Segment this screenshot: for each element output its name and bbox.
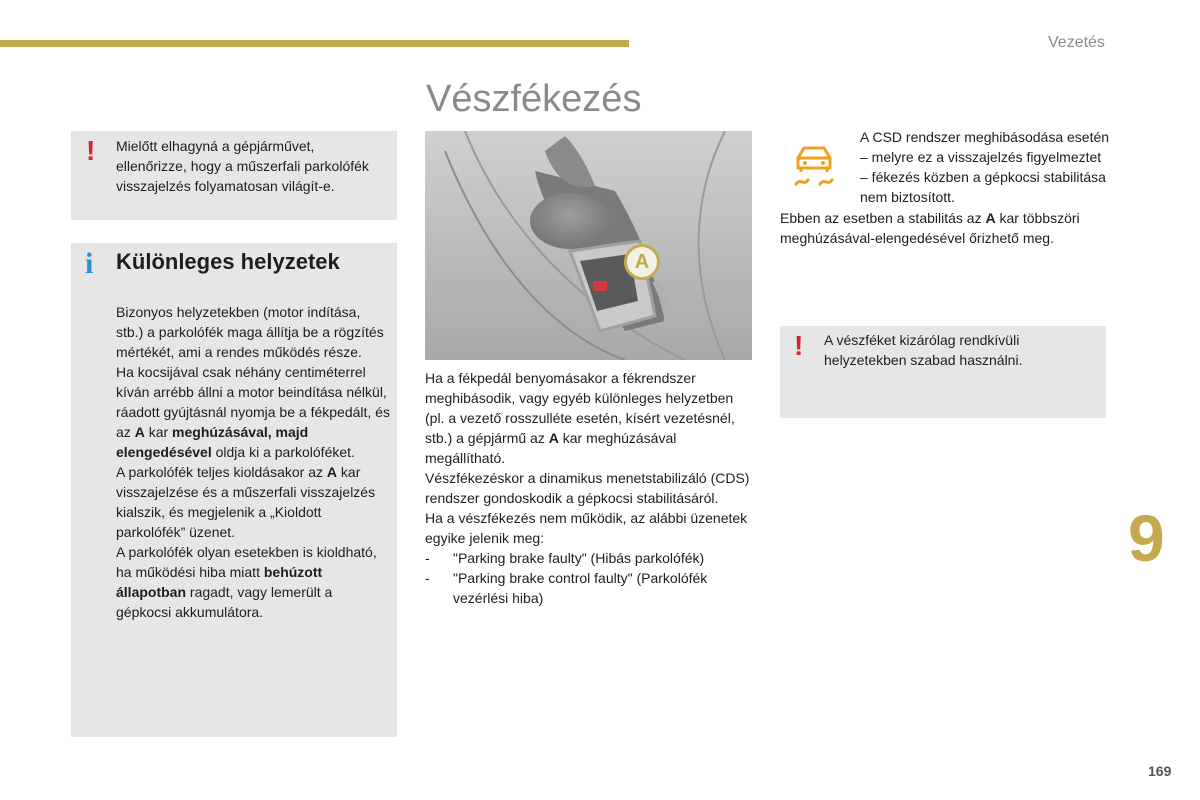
middle-column <box>425 368 755 608</box>
section-label: Vezetés <box>1048 34 1105 51</box>
info-box <box>71 243 397 737</box>
parking-brake-photo <box>425 131 752 360</box>
info-heading: Különleges helyzetek <box>116 249 340 274</box>
info-paragraph: A parkolófék olyan esetekben is kioldható, ha működési hiba miatt behúzott állapotban ragadt, vagy lemerült a gépkocsi akkumulátora. <box>116 544 377 620</box>
page-title: Vészfékezés <box>426 78 642 120</box>
header-rule <box>0 40 629 47</box>
list-item: - "Parking brake faulty" (Hibás parkolófék) <box>425 550 705 566</box>
right-paragraph: A CSD rendszer meghibásodása esetén – melyre ez a visszajelzés figyelmeztet – fékezés közben a gépkocsi stabilitása nem biztosított. <box>860 129 1110 205</box>
warning-box <box>71 131 397 220</box>
chapter-number: 9 <box>1128 501 1165 575</box>
middle-paragraph: Ha a vészfékezés nem működik, az alábbi üzenetek egyike jelenik meg: <box>425 510 748 546</box>
info-paragraph: Ha kocsijával csak néhány centiméterrel kíván arrébb állni a motor beindítása nélkül, ráadott gyújtásnál nyomja be a fékpedált, és az A kar meghúzásával, majd elengedésével oldja ki a parkolóféket. <box>116 364 390 460</box>
warning-text: A vészféket kizárólag rendkívüli helyzetekben szabad használni. <box>824 332 1023 368</box>
stability-warning-icon <box>790 140 838 192</box>
info-icon: i <box>85 247 94 280</box>
list-item: - "Parking brake control faulty" (Parkolófék vezérlési hiba) <box>425 570 708 606</box>
info-paragraph: Bizonyos helyzetekben (motor indítása, stb.) a parkolófék maga állítja be a rögzítés mértékét, ami a rendes működés része. <box>116 304 384 360</box>
info-paragraph: A parkolófék teljes kioldásakor az A kar visszajelzése és a műszerfali visszajelzés kialszik, és megjelenik a „Kioldott parkolófék” üzenet. <box>116 464 376 540</box>
right-paragraph: Ebben az esetben a stabilitás az A kar többszöri meghúzásával-elengedésével őrizhető meg. <box>780 210 1080 246</box>
message-list <box>425 548 755 608</box>
info-body <box>116 302 391 622</box>
middle-paragraph: Vészfékezéskor a dinamikus menetstabilizáló (CDS) rendszer gondoskodik a gépkocsi stabilitásáról. <box>425 470 750 506</box>
console-illustration <box>425 131 752 360</box>
warning-box <box>780 326 1106 418</box>
page-number: 169 <box>1148 763 1172 779</box>
middle-paragraph: Ha a fékpedál benyomásakor a fékrendszer meghibásodik, vagy egyéb különleges helyzetben (pl. a vezető rosszulléte esetén, kísért vezetésnél, stb.) a gépjármű az A kar meghúzásával megállítható. <box>425 370 735 466</box>
callout-a: A <box>624 244 660 280</box>
warning-text: Mielőtt elhagyná a gépjárművet, ellenőrizze, hogy a műszerfali parkolófék visszajelzés folyamatosan világít-e. <box>116 138 369 194</box>
exclamation-icon: ! <box>794 330 804 361</box>
exclamation-icon: ! <box>86 135 96 166</box>
